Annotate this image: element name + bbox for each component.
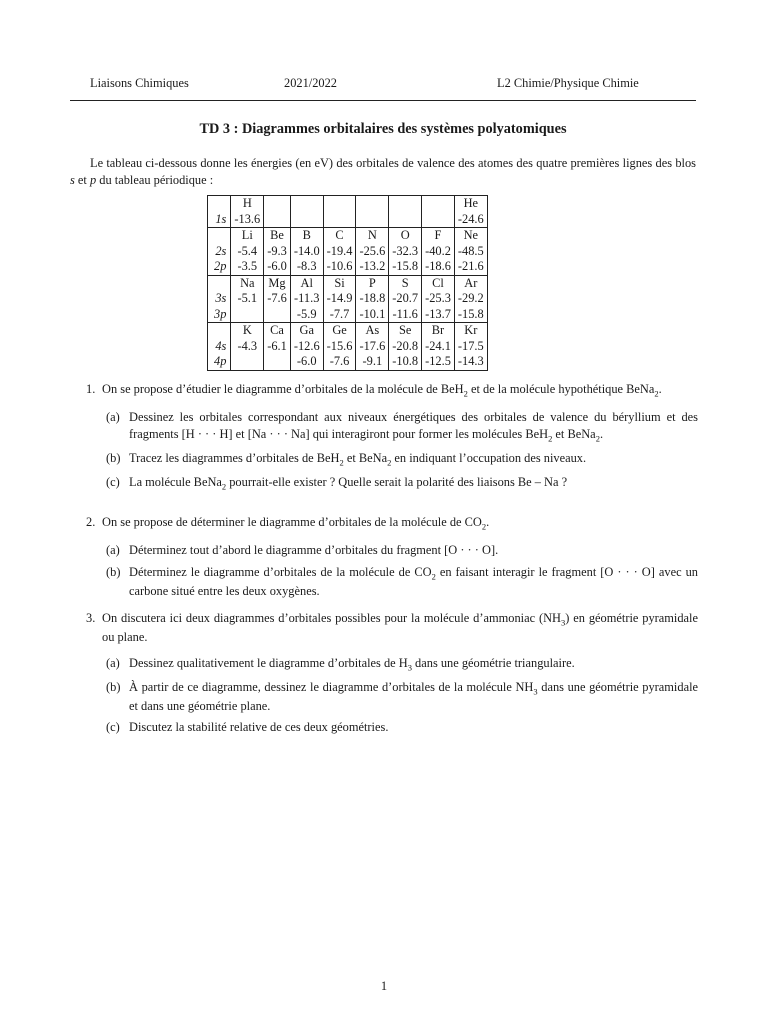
table-cell: Cl (422, 275, 455, 291)
header-program: L2 Chimie/Physique Chimie (497, 76, 639, 90)
question-1a: (a) Dessinez les orbitales correspondant aux niveaux énergétiques des orbitales de valence du béryllium et des fragments [H · · · H] et [Na · · · Na] qui interagiront pour former les molécules BeH$_2$ et BeNa$_2$. (106, 409, 698, 444)
intro-paragraph: Le tableau ci-dessous donne les énergies (en eV) des orbitales de valence des atomes des quatre premières lignes des blos s et p du tableau périodique : (70, 156, 696, 187)
table-row (208, 354, 488, 370)
table-row (208, 196, 488, 212)
table-cell: -6.0 (290, 354, 323, 370)
table-cell: Mg (264, 275, 291, 291)
header-course: Liaisons Chimiques (90, 76, 189, 90)
table-cell: S (389, 275, 422, 291)
table-cell (264, 212, 291, 228)
question-3a: (a) Dessinez qualitativement le diagramme d’orbitales de $H_3$ dans une géométrie triangulaire. (106, 655, 575, 673)
table-cell: -25.3 (422, 291, 455, 307)
table-row (208, 307, 488, 323)
table-cell: -40.2 (422, 244, 455, 260)
table-cell: -14.3 (454, 354, 487, 370)
table-cell (389, 212, 422, 228)
table-cell: Ga (290, 323, 323, 339)
table-cell: -18.8 (356, 291, 389, 307)
table-cell (290, 196, 323, 212)
table-cell (356, 212, 389, 228)
table-cell: -13.2 (356, 259, 389, 275)
table-cell: -12.5 (422, 354, 455, 370)
table-cell: -13.6 (231, 212, 264, 228)
table-cell: F (422, 228, 455, 244)
table-cell: -15.8 (389, 259, 422, 275)
table-cell: P (356, 275, 389, 291)
table-cell: -7.6 (323, 354, 356, 370)
table-cell (323, 196, 356, 212)
table-cell: -21.6 (454, 259, 487, 275)
table-cell: -32.3 (389, 244, 422, 260)
table-row (208, 291, 488, 307)
table-cell: Si (323, 275, 356, 291)
table-cell (422, 196, 455, 212)
header-divider (70, 100, 696, 101)
table-cell: -48.5 (454, 244, 487, 260)
table-cell (356, 196, 389, 212)
orbital-label: 2s (208, 244, 231, 260)
table-cell: -10.1 (356, 307, 389, 323)
table-cell (290, 212, 323, 228)
table-cell (389, 196, 422, 212)
table-cell: Ge (323, 323, 356, 339)
table-cell: -7.6 (264, 291, 291, 307)
table-cell: K (231, 323, 264, 339)
table-cell: -14.0 (290, 244, 323, 260)
table-cell: C (323, 228, 356, 244)
table-cell: -29.2 (454, 291, 487, 307)
table-cell: -7.7 (323, 307, 356, 323)
table-cell: -3.5 (231, 259, 264, 275)
table-cell: -14.9 (323, 291, 356, 307)
table-row (208, 212, 488, 228)
page-title: TD 3 : Diagrammes orbitalaires des systèmes polyatomiques (199, 121, 567, 137)
orbital-label: 1s (208, 212, 231, 228)
table-cell: Se (389, 323, 422, 339)
table-cell: -6.0 (264, 259, 291, 275)
table-cell (264, 354, 291, 370)
table-cell: Br (422, 323, 455, 339)
table-row (208, 228, 488, 244)
table-cell: -10.8 (389, 354, 422, 370)
question-1b: (b) Tracez les diagrammes d’orbitales de BeH$_2$ et BeNa$_2$ en indiquant l’occupation des niveaux. (106, 450, 587, 468)
table-cell: -5.4 (231, 244, 264, 260)
orbital-label (208, 323, 231, 339)
table-row (208, 323, 488, 339)
table-cell: -19.4 (323, 244, 356, 260)
orbital-label (208, 275, 231, 291)
table-cell: Kr (454, 323, 487, 339)
question-3c: (c) Discutez la stabilité relative de ces deux géométries. (106, 720, 389, 735)
table-cell: -17.6 (356, 339, 389, 355)
table-cell: -9.1 (356, 354, 389, 370)
question-2b: (b) Déterminez le diagramme d’orbitales de la molécule de $CO_2$ en faisant interagir le fragment [O · · · O] avec un carbone situé entre les deux oxygènes. (106, 564, 698, 598)
orbital-label (208, 228, 231, 244)
orbital-label: 2p (208, 259, 231, 275)
table-cell: -13.7 (422, 307, 455, 323)
table-cell: Al (290, 275, 323, 291)
table-cell (264, 196, 291, 212)
table-cell: Li (231, 228, 264, 244)
table-row (208, 275, 488, 291)
table-cell: -24.1 (422, 339, 455, 355)
table-cell: -6.1 (264, 339, 291, 355)
table-row (208, 339, 488, 355)
question-3: 3. On discutera ici deux diagrammes d’orbitales possibles pour la molécule d’ammoniac $(NH_3)$ en géométrie pyramidale ou plane. (a) Dessinez qualitativement le diagramme d’orbitales de $H_3$ dans une géométrie triangulaire. (b) À partir de ce diagramme, dessinez le diagramme d’orbitales de la molécule $NH_3$ dans une géométrie pyramidale et dans une géométrie plane. (c) Discutez la stabilité relative de ces deux géométries. (86, 611, 699, 735)
table-cell: -5.1 (231, 291, 264, 307)
question-3b: (b) À partir de ce diagramme, dessinez le diagramme d’orbitales de la molécule $NH_3$ dans une géométrie pyramidale et dans une géométrie plane. (106, 679, 699, 713)
table-cell (231, 307, 264, 323)
table-cell: -11.6 (389, 307, 422, 323)
table-cell: N (356, 228, 389, 244)
table-cell (264, 307, 291, 323)
table-cell: Ar (454, 275, 487, 291)
table-cell: B (290, 228, 323, 244)
table-cell: -5.9 (290, 307, 323, 323)
table-cell: -18.6 (422, 259, 455, 275)
question-1c: (c) La molécule BeNa$_2$ pourrait-elle exister ? Quelle serait la polarité des liaisons Be – Na ? (106, 474, 568, 492)
header-year: 2021/2022 (284, 76, 338, 90)
question-1: 1. On se propose d’étudier le diagramme d’orbitales de la molécule de BeH$_2$ et de la molécule hypothétique BeNa$_2$. (a) Dessinez les orbitales correspondant aux niveaux énergétiques des orbitales de valence du béryllium et des fragments [H · · · H] et [Na · · · Na] qui interagiront pour former les molécules BeH$_2$ et BeNa$_2$. (b) Tracez les diagrammes d’orbitales de BeH$_2$ et BeNa$_2$ en indiquant l’occupation des niveaux. (c) La molécule BeNa$_2$ pourrait-elle exister ? Quelle serait la polarité des liaisons Be – Na ? (86, 382, 698, 492)
question-2a: (a) Déterminez tout d’abord le diagramme d’orbitales du fragment [O · · · O]. (106, 542, 499, 557)
orbital-label: 4s (208, 339, 231, 355)
table-cell: -20.7 (389, 291, 422, 307)
table-cell: -15.6 (323, 339, 356, 355)
table-cell: -25.6 (356, 244, 389, 260)
table-cell: As (356, 323, 389, 339)
page-number: 1 (380, 979, 388, 993)
table-cell: -8.3 (290, 259, 323, 275)
table-cell (422, 212, 455, 228)
table-row (208, 244, 488, 260)
table-cell: Ne (454, 228, 487, 244)
table-cell: -9.3 (264, 244, 291, 260)
orbital-label: 3p (208, 307, 231, 323)
orbital-energy-table (207, 195, 488, 371)
table-cell: -17.5 (454, 339, 487, 355)
orbital-label: 3s (208, 291, 231, 307)
table-cell: O (389, 228, 422, 244)
table-row (208, 259, 488, 275)
table-cell: -12.6 (290, 339, 323, 355)
table-cell: -15.8 (454, 307, 487, 323)
table-cell: Ca (264, 323, 291, 339)
table-cell: -24.6 (454, 212, 487, 228)
question-2: 2. On se propose de déterminer le diagramme d’orbitales de la molécule de $CO_2$. (a) Déterminez tout d’abord le diagramme d’orbitales du fragment [O · · · O]. (b) Déterminez le diagramme d’orbitales de la molécule de $CO_2$ en faisant interagir le fragment [O · · · O] avec un carbone situé entre les deux oxygènes. (86, 515, 698, 598)
table-cell: -11.3 (290, 291, 323, 307)
table-cell: Na (231, 275, 264, 291)
table-cell (323, 212, 356, 228)
table-cell: Be (264, 228, 291, 244)
table-cell: -4.3 (231, 339, 264, 355)
table-cell (231, 354, 264, 370)
table-cell: He (454, 196, 487, 212)
orbital-label (208, 196, 231, 212)
table-cell: -20.8 (389, 339, 422, 355)
table-cell: H (231, 196, 264, 212)
table-cell: -10.6 (323, 259, 356, 275)
orbital-label: 4p (208, 354, 231, 370)
